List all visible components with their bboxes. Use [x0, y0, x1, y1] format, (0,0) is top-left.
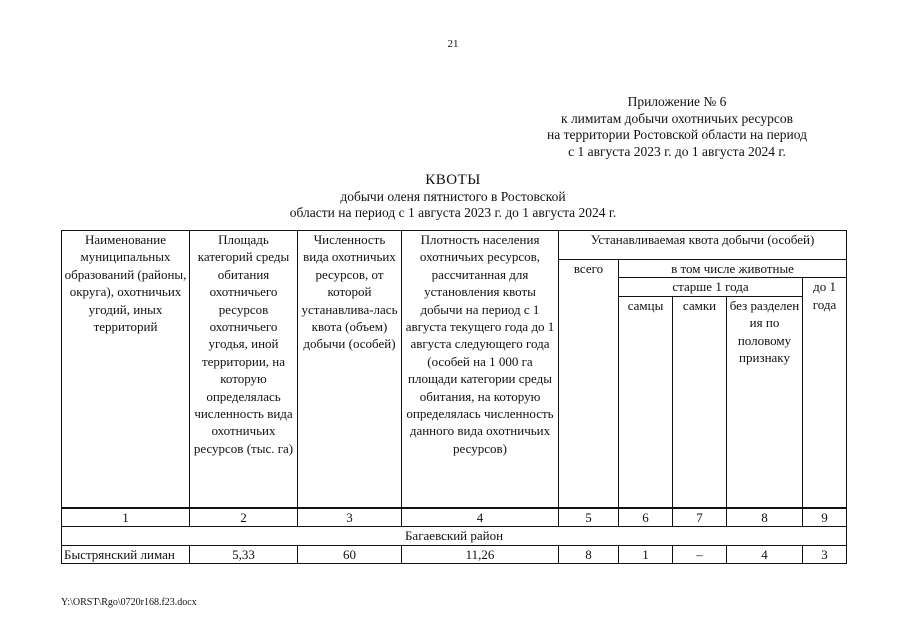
header-under: до 1 года	[803, 278, 847, 508]
column-number: 2	[190, 508, 298, 527]
header-males: самцы	[619, 296, 673, 508]
header-density: Плотность населения охотничьих ресурсов, рассчитанная для установления квоты добычи на период с 1 августа текущего года до 1 августа следующего года (особей на 1 000 га площади категории среды обитания, на которую определялась численность данного вида охотничьих ресурсов)	[402, 231, 559, 508]
cell-area: 5,33	[190, 545, 298, 563]
column-number: 5	[559, 508, 619, 527]
header-area: Площадь категорий среды обитания охотничьего ресурсов охотничьего угодья, иной территории, на которую определялась численность вида охотничьих ресурсов (тыс. га)	[190, 231, 298, 508]
title-line: области на период с 1 августа 2023 г. до 1 августа 2024 г.	[289, 205, 617, 220]
header-no-sex: без разделен ия по половому признаку	[727, 296, 803, 508]
appendix-line: с 1 августа 2023 г. до 1 августа 2024 г.	[568, 143, 786, 159]
appendix-note	[512, 94, 842, 160]
header-population: Численность вида охотничьих ресурсов, от которой устанавлива-лась квота (объем) добычи (особей)	[298, 231, 402, 508]
cell-name: Быстрянский лиман	[62, 545, 190, 563]
cell-males: 1	[619, 545, 673, 563]
column-number: 9	[803, 508, 847, 527]
title-line: добычи оленя пятнистого в Ростовской	[340, 189, 566, 204]
header-total: всего	[559, 260, 619, 508]
header-females: самки	[673, 296, 727, 508]
column-numbers-row	[62, 508, 847, 527]
document-title	[0, 172, 906, 221]
page-number: 21	[447, 38, 459, 50]
column-number: 8	[727, 508, 803, 527]
district-name: Багаевский район	[62, 527, 847, 545]
file-path-footer: Y:\ORST\Rgo\0720r168.f23.docx	[61, 597, 197, 608]
column-number: 4	[402, 508, 559, 527]
cell-under: 3	[803, 545, 847, 563]
column-number: 1	[62, 508, 190, 527]
header-municipality: Наименование муниципальных образований (районы, округа), охотничьих угодий, иных территорий	[62, 231, 190, 508]
cell-total: 8	[559, 545, 619, 563]
cell-no-sex: 4	[727, 545, 803, 563]
header-including: в том числе животные	[619, 260, 847, 278]
appendix-line: Приложение № 6	[627, 94, 727, 109]
column-number: 6	[619, 508, 673, 527]
cell-population: 60	[298, 545, 402, 563]
title-main: КВОТЫ	[425, 172, 481, 188]
district-row	[62, 527, 847, 545]
appendix-line: к лимитам добычи охотничьих ресурсов	[561, 110, 793, 126]
cell-density: 11,26	[402, 545, 559, 563]
appendix-line: на территории Ростовской области на период	[546, 127, 807, 142]
header-older: старше 1 года	[619, 278, 803, 296]
column-number: 3	[298, 508, 402, 527]
cell-females: –	[673, 545, 727, 563]
column-number: 7	[673, 508, 727, 527]
table-row	[62, 545, 847, 563]
quota-table	[61, 230, 847, 564]
header-quota: Устанавливаемая квота добычи (особей)	[559, 231, 847, 260]
header-row	[62, 231, 847, 260]
